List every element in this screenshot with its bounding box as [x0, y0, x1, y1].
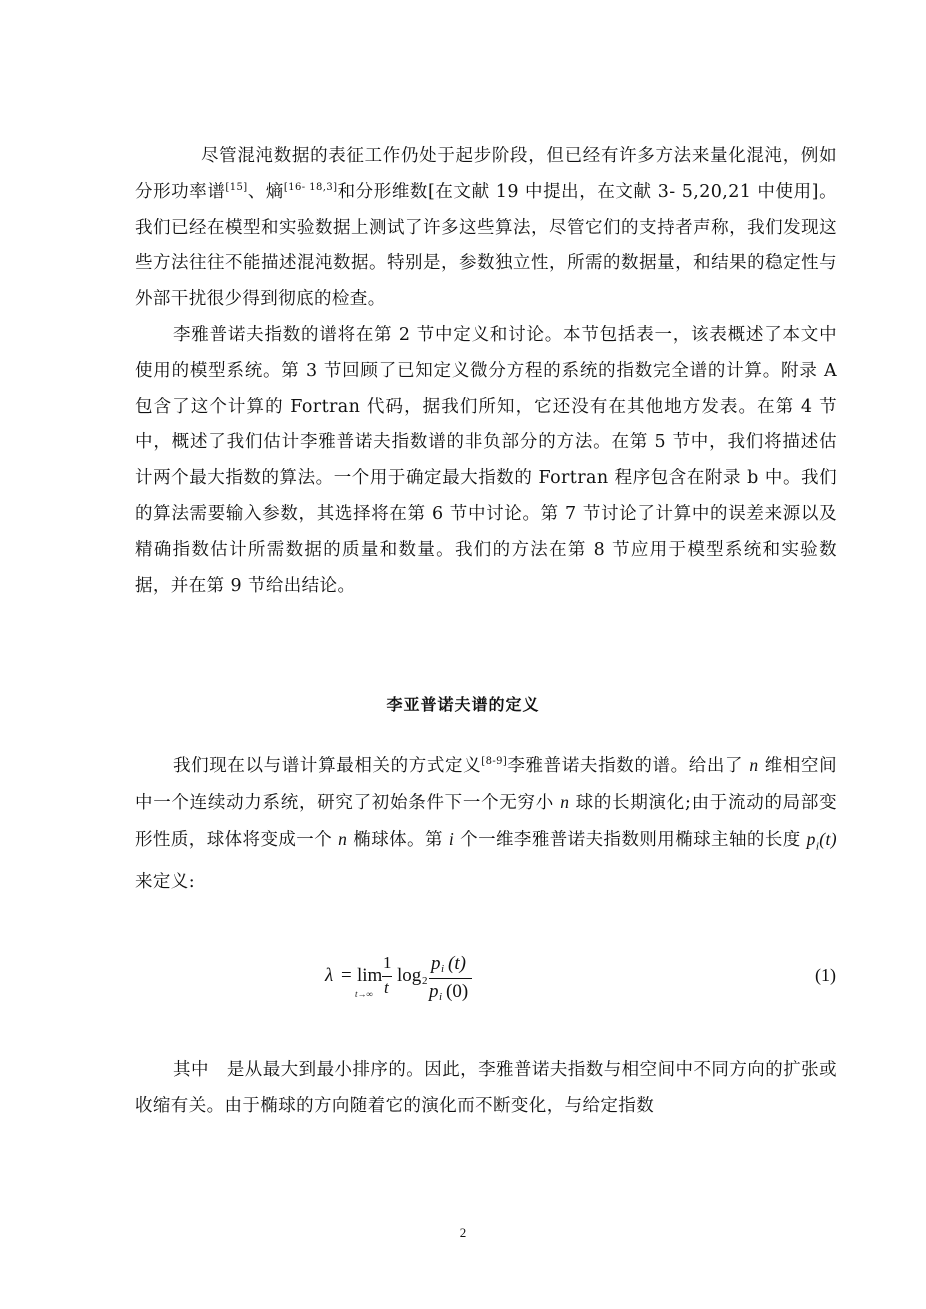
paragraph-ordering: 其中 是从最大到最小排序的。因此，李雅普诺夫指数与相空间中不同方向的扩张或收缩有关。由于椭球的方向随着它的演化而不断变化，与给定指数: [135, 1060, 837, 1116]
citation-15: [15]: [225, 181, 248, 193]
paragraph-outline: 李雅普诺夫指数的谱将在第 2 节中定义和讨论。本节包括表一，该表概述了本文中使用的模型系统。第 3 节回顾了已知定义微分方程的系统的指数完全谱的计算。附录 A 包含了这个计算的 Fortran 代码，据我们所知，它还没有在其他地方发表。在第 4 节中，概述了我们估计李雅普诺夫指数谱的非负部分的方法。在第 5 节中，我们将描述估计两个最大指数的算法。一个用于确定最大指数的 Fortran 程序包含在附录 b 中。我们的算法需要输入参数，其选择将在第 6 节中讨论。第 7 节讨论了计算中的误差来源以及精确指数估计所需数据的质量和数量。我们的方法在第 8 节应用于模型系统和实验数据，并在第 9 节给出结论。: [135, 325, 837, 596]
citation-16-18-3: [16- 18,3]: [283, 181, 338, 193]
numerator-argument: (t): [448, 953, 466, 974]
fraction-bar: [429, 978, 472, 979]
fraction-denominator-t: t: [384, 978, 389, 997]
limit-operator: lim: [357, 965, 383, 986]
paragraph-definition: 我们现在以与谱计算最相关的方式定义[8-9]李雅普诺夫指数的谱。给出了 n 维相空间中一个连续动力系统，研究了初始条件下一个无穷小 n 球的长期演化;由于流动的局部变形性质，球体将变成一个 n 椭球体。第 i 个一维李雅普诺夫指数则用椭球主轴的长度 $p_i(t)$来定义:: [135, 755, 837, 892]
paragraph-intro-methods: 尽管混沌数据的表征工作仍处于起步阶段，但已经有许多方法来量化混沌，例如分形功率谱[15]、熵[16- 18,3]和分形维数[在文献 19 中提出，在文献 3- 5,20,21 中使用]。我们已经在模型和实验数据上测试了许多这些算法，尽管它们的支持者声称，我们发现这些方法往往不能描述混沌数据。特别是，参数独立性，所需的数据量，和结果的稳定性与外部干扰很少得到彻底的检查。: [135, 146, 837, 310]
citation-8-9: [8-9]: [481, 756, 508, 767]
numerator-p: p: [431, 953, 441, 974]
numerator-subscript: i: [441, 963, 445, 975]
log-operator: log: [397, 965, 422, 986]
fraction-numerator-one: 1: [383, 953, 392, 972]
lambda-symbol: λ: [325, 965, 334, 986]
page-number: 2: [459, 1225, 467, 1240]
equals-sign: =: [341, 965, 352, 986]
equation-lyapunov: [325, 945, 585, 1015]
denominator-subscript: i: [439, 991, 443, 1003]
log-base: 2: [422, 975, 428, 987]
denominator-p: p: [429, 981, 439, 1002]
equation-number: (1): [815, 965, 836, 985]
fraction-bar-small: [382, 976, 392, 977]
limit-subscript: t→∞: [355, 989, 373, 999]
denominator-argument: (0): [446, 981, 469, 1002]
section-heading: 李亚普诺夫谱的定义: [386, 695, 540, 714]
